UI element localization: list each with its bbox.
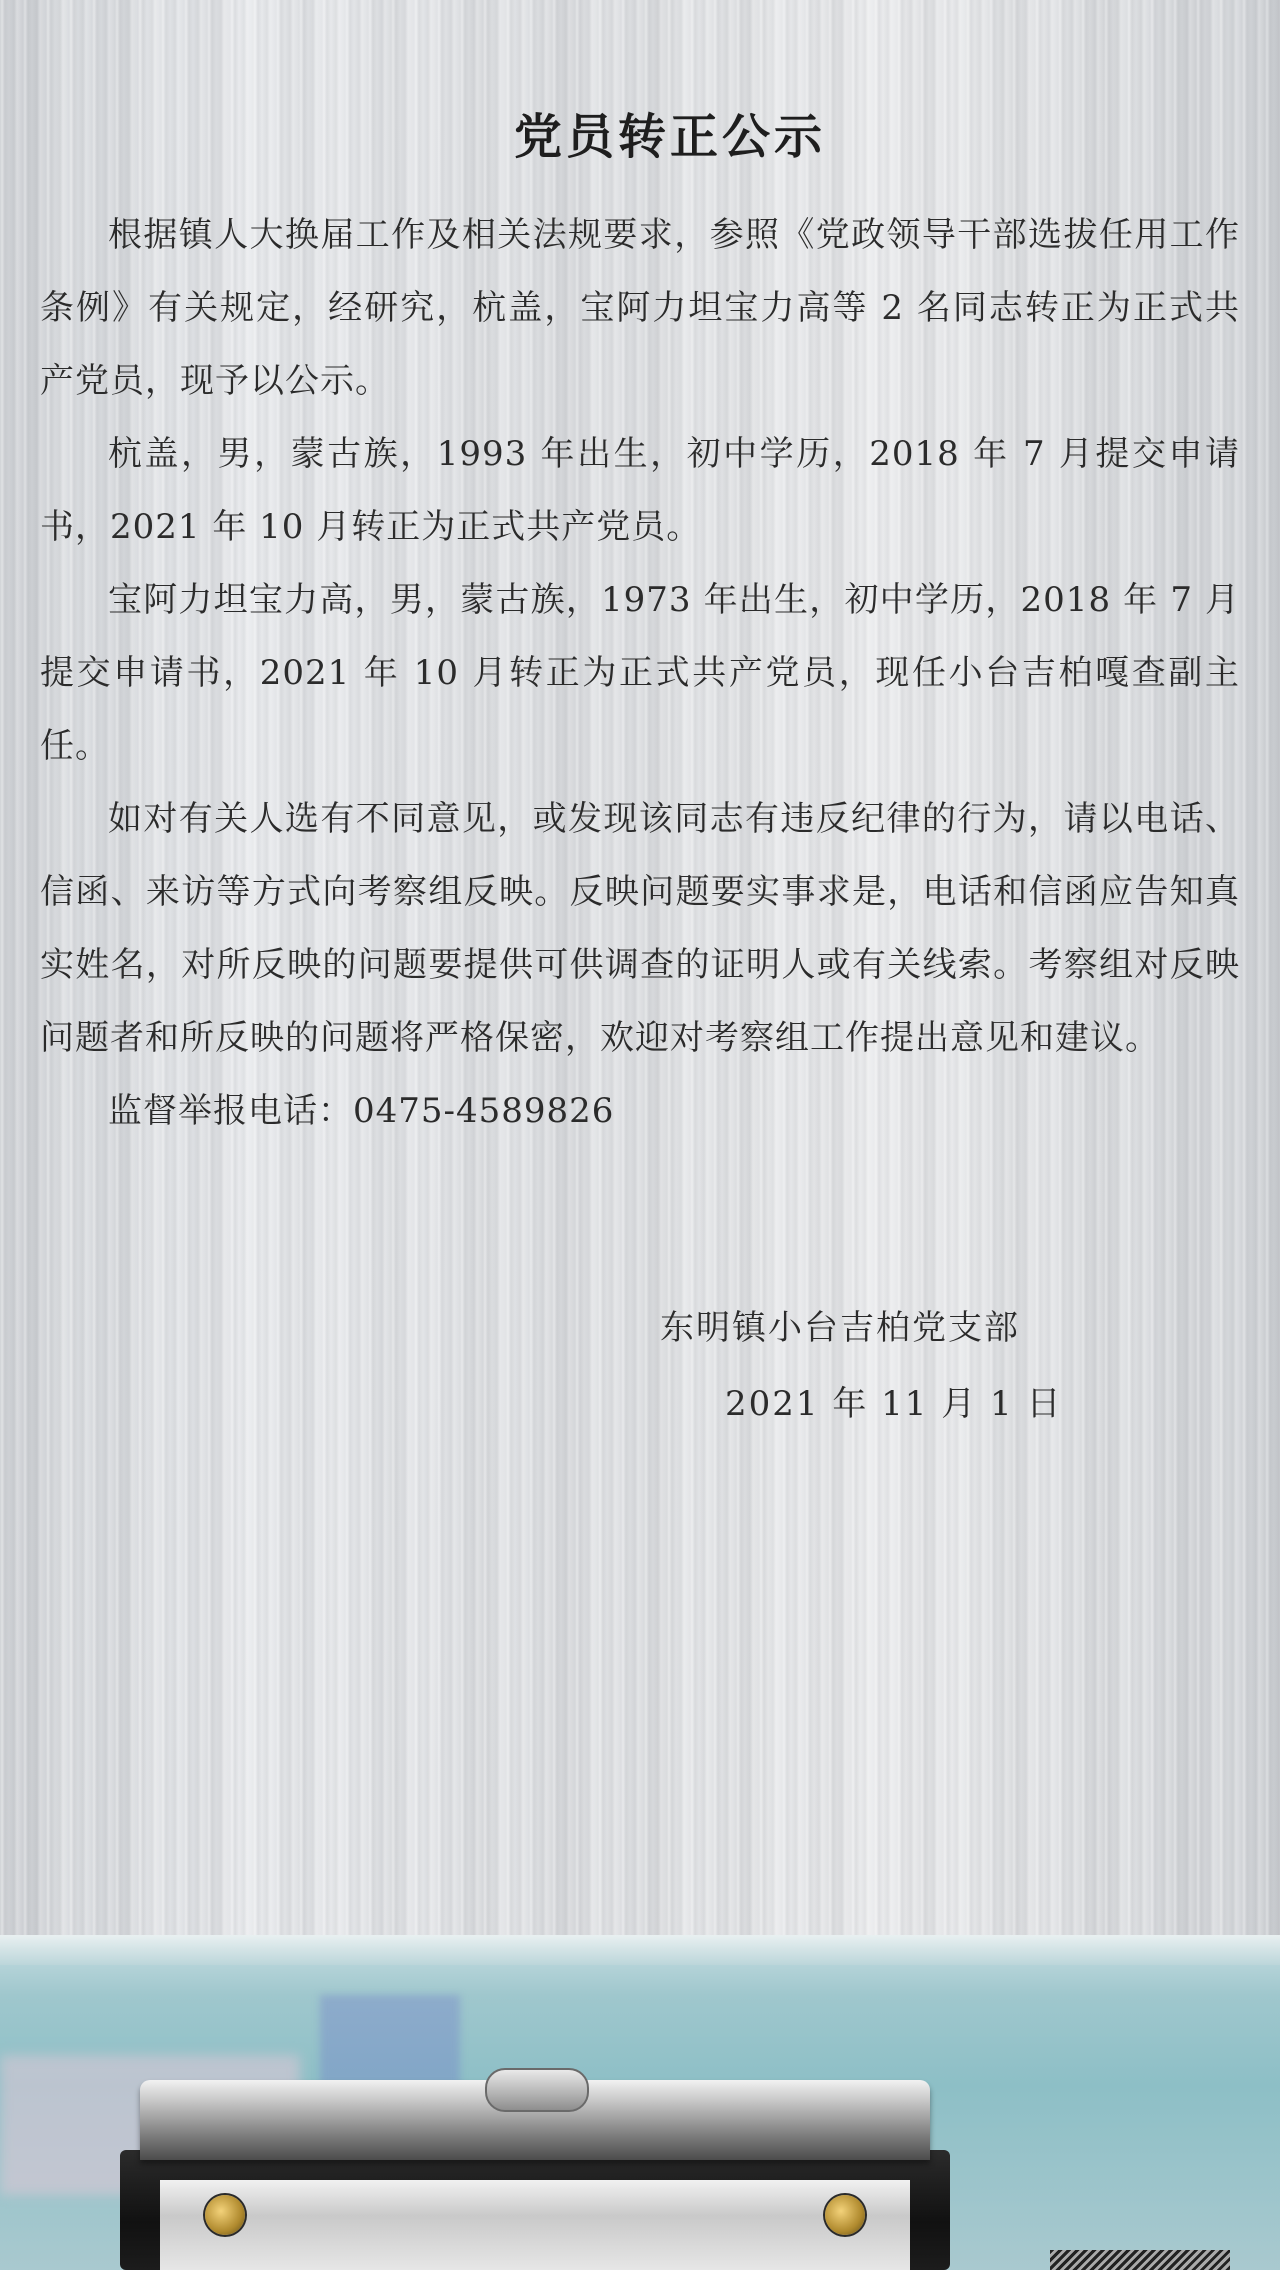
notice-title: 党员转正公示 xyxy=(513,109,826,165)
signature-organization: 东明镇小台吉柏党支部 xyxy=(660,1308,1020,1348)
clip-hinge xyxy=(485,2068,589,2112)
notice-document xyxy=(40,80,1240,1148)
notice-paragraph: 根据镇人大换届工作及相关法规要求，参照《党政领导干部选拔任用工作条例》有关规定，经研究，杭盖，宝阿力坦宝力高等 2 名同志转正为正式共产党员，现予以公示。 xyxy=(40,215,1240,401)
signature-block xyxy=(620,1290,1180,1442)
rivet-icon xyxy=(825,2195,865,2235)
notice-paragraph: 宝阿力坦宝力高，男，蒙古族，1973 年出生，初中学历，2018 年 7 月提交申请书，2021 年 10 月转正为正式共产党员，现任小台吉柏嘎查副主任。 xyxy=(40,580,1240,766)
folder-reflection xyxy=(320,1995,460,2085)
binder-clip-icon xyxy=(120,2080,950,2270)
hatch-pattern xyxy=(1050,2250,1230,2270)
folder-edge xyxy=(0,1935,1280,1965)
clip-inner-plate xyxy=(160,2180,910,2270)
rivet-icon xyxy=(205,2195,245,2235)
signature-date: 2021 年 11 月 1 日 xyxy=(725,1384,1063,1424)
notice-paragraph: 如对有关人选有不同意见，或发现该同志有违反纪律的行为，请以电话、信函、来访等方式向考察组反映。反映问题要实事求是，电话和信函应告知真实姓名，对所反映的问题要提供可供调查的证明人或有关线索。考察组对反映问题者和所反映的问题将严格保密，欢迎对考察组工作提出意见和建议。 xyxy=(40,799,1240,1058)
notice-paragraph: 杭盖，男，蒙古族，1993 年出生，初中学历，2018 年 7 月提交申请书，2021 年 10 月转正为正式共产党员。 xyxy=(40,434,1240,547)
hotline-text: 监督举报电话：0475-4589826 xyxy=(108,1091,615,1131)
